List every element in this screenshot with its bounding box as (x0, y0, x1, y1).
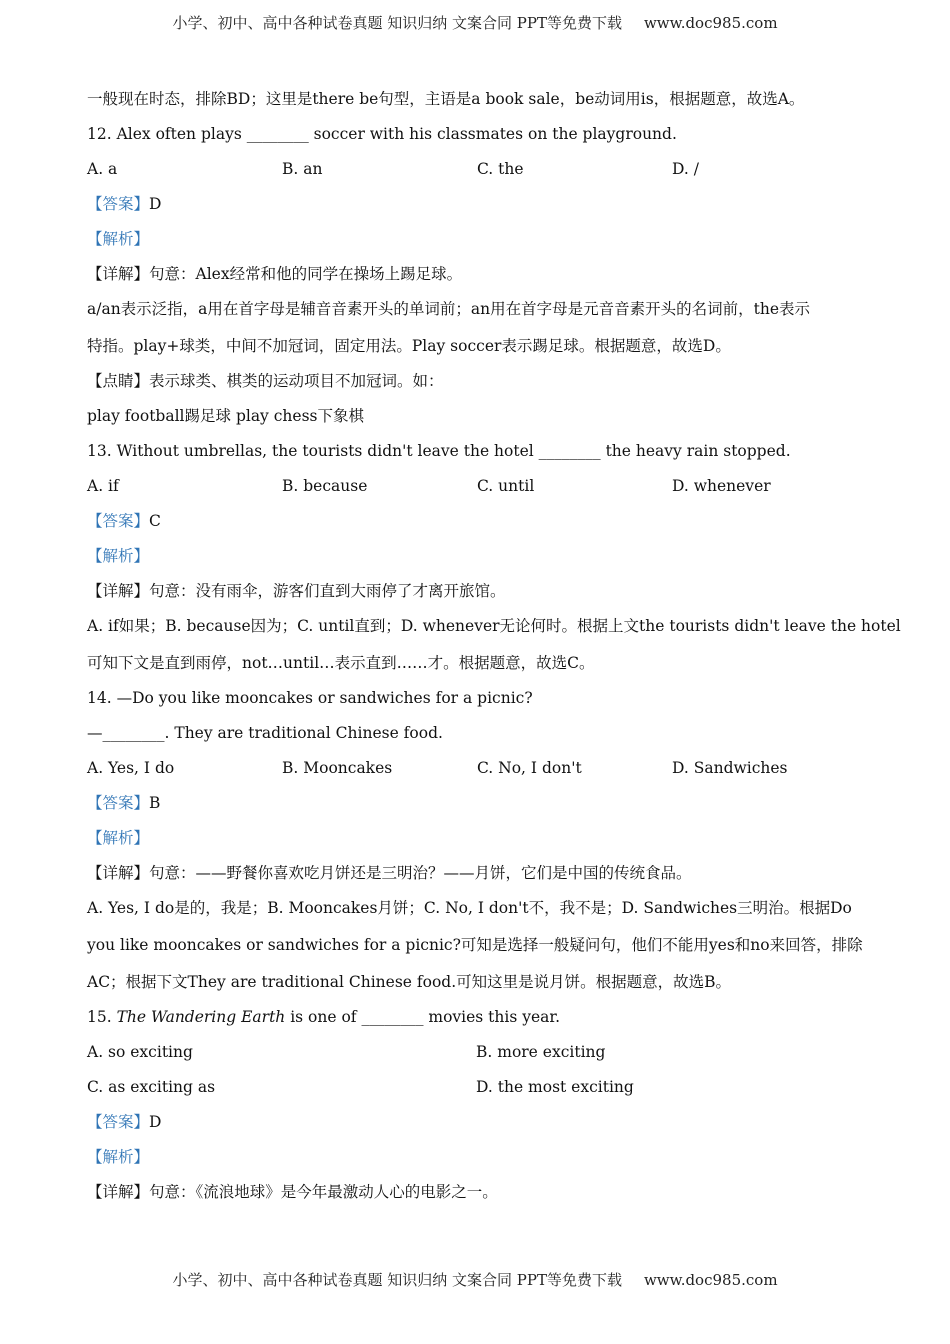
q15-options-row-1 (87, 1041, 867, 1063)
q15-option-c: C. as exciting as (87, 1078, 216, 1096)
q15-option-a: A. so exciting (87, 1043, 193, 1061)
q13-option-d: D. whenever (672, 477, 771, 495)
q13-detail-3: 可知下文是直到雨停，not…until…表示直到……才。根据题意，故选C。 (87, 654, 595, 672)
analysis-label: 【解析】 (87, 829, 150, 847)
q12-options (87, 158, 867, 180)
q12-detail-1 (87, 263, 867, 285)
q15-option-d: D. the most exciting (476, 1078, 634, 1096)
q15-option-b: B. more exciting (476, 1043, 606, 1061)
q14-option-d: D. Sandwiches (672, 759, 788, 777)
q15-stem-rest: is one of ________ movies this year. (285, 1008, 561, 1026)
q13-option-c: C. until (477, 477, 535, 495)
q12-tip-text-1: 表示球类、棋类的运动项目不加冠词。如： (149, 372, 444, 390)
q14-answer-value: B (149, 794, 161, 812)
analysis-label: 【解析】 (87, 230, 150, 248)
detail-label: 【详解】 (87, 582, 150, 600)
q14-detail-text-1: 句意：——野餐你喜欢吃月饼还是三明治？——月饼，它们是中国的传统食品。 (149, 864, 692, 882)
header-text: 小学、初中、高中各种试卷真题 知识归纳 文案合同 PPT等免费下载 (172, 14, 622, 32)
q14-option-c: C. No, I don't (477, 759, 582, 777)
q15-answer-value: D (149, 1113, 162, 1131)
header-site-link[interactable]: www.doc985.com (643, 14, 778, 32)
q12-option-b: B. an (282, 160, 323, 178)
footer-site-link[interactable]: www.doc985.com (643, 1271, 778, 1289)
q12-option-d: D. / (672, 160, 699, 178)
q14-option-a: A. Yes, I do (87, 759, 175, 777)
q12-option-c: C. the (477, 160, 524, 178)
q14-detail-2: A. Yes, I do是的，我是；B. Mooncakes月饼；C. No, I don't不，我不是；D. Sandwiches三明治。根据Do (87, 899, 852, 917)
q14-answer (87, 792, 867, 814)
q14-detail-1 (87, 862, 867, 884)
answer-label: 【答案】 (87, 195, 150, 213)
q14-detail-3: you like mooncakes or sandwiches for a picnic?可知是选择一般疑问句，他们不能用yes和no来回答，排除 (87, 936, 863, 954)
q14-stem-2: —________. They are traditional Chinese food. (87, 724, 443, 742)
q14-stem-1: 14. —Do you like mooncakes or sandwiches for a picnic? (87, 689, 533, 707)
q12-option-a: A. a (87, 160, 118, 178)
tip-label: 【点睛】 (87, 372, 150, 390)
q15-detail-1 (87, 1181, 867, 1203)
q13-answer-value: C (149, 512, 161, 530)
q15-number: 15. (87, 1008, 117, 1026)
q12-answer (87, 193, 867, 215)
q15-stem (87, 1006, 867, 1028)
document-body (87, 88, 901, 1216)
detail-label: 【详解】 (87, 864, 150, 882)
footer-text: 小学、初中、高中各种试卷真题 知识归纳 文案合同 PPT等免费下载 (172, 1271, 622, 1289)
detail-label: 【详解】 (87, 265, 150, 283)
q14-detail-4: AC；根据下文They are traditional Chinese food.可知这里是说月饼。根据题意，故选B。 (87, 973, 732, 991)
q14-option-b: B. Mooncakes (282, 759, 393, 777)
q12-stem: 12. Alex often plays ________ soccer with his classmates on the playground. (87, 125, 677, 143)
q13-option-a: A. if (87, 477, 119, 495)
answer-label: 【答案】 (87, 512, 150, 530)
q15-answer (87, 1111, 867, 1133)
q13-analysis (87, 545, 867, 567)
q15-options-row-2 (87, 1076, 867, 1098)
q12-tip-2: play football踢足球 play chess下象棋 (87, 407, 364, 425)
q13-stem: 13. Without umbrellas, the tourists didn't leave the hotel ________ the heavy rain stopped. (87, 442, 791, 460)
q13-detail-1 (87, 580, 867, 602)
q14-analysis (87, 827, 867, 849)
answer-label: 【答案】 (87, 1113, 150, 1131)
analysis-label: 【解析】 (87, 547, 150, 565)
q12-analysis (87, 228, 867, 250)
q15-movie-title: The Wandering Earth (116, 1008, 286, 1026)
page-footer (0, 1269, 950, 1290)
q14-options (87, 757, 867, 779)
q12-tip-1 (87, 370, 867, 392)
q13-detail-2: A. if如果；B. because因为；C. until直到；D. whenever无论何时。根据上文the tourists didn't leave the hotel (87, 617, 901, 635)
intro-line: 一般现在时态，排除BD；这里是there be句型，主语是a book sale，be动词用is，根据题意，故选A。 (87, 90, 805, 108)
q12-detail-text-1: 句意：Alex经常和他的同学在操场上踢足球。 (149, 265, 463, 283)
q13-answer (87, 510, 867, 532)
answer-label: 【答案】 (87, 794, 150, 812)
q13-option-b: B. because (282, 477, 368, 495)
q12-detail-2: a/an表示泛指，a用在首字母是辅音音素开头的单词前；an用在首字母是元音音素开头的名词前，the表示 (87, 300, 811, 318)
q12-answer-value: D (149, 195, 162, 213)
page-header (0, 12, 950, 33)
q12-detail-3: 特指。play+球类，中间不加冠词，固定用法。Play soccer表示踢足球。根据题意，故选D。 (87, 337, 731, 355)
q13-options (87, 475, 867, 497)
detail-label: 【详解】 (87, 1183, 150, 1201)
q13-detail-text-1: 句意：没有雨伞，游客们直到大雨停了才离开旅馆。 (149, 582, 506, 600)
q15-analysis (87, 1146, 867, 1168)
analysis-label: 【解析】 (87, 1148, 150, 1166)
q15-detail-text-1: 句意：《流浪地球》是今年最激动人心的电影之一。 (149, 1183, 498, 1201)
